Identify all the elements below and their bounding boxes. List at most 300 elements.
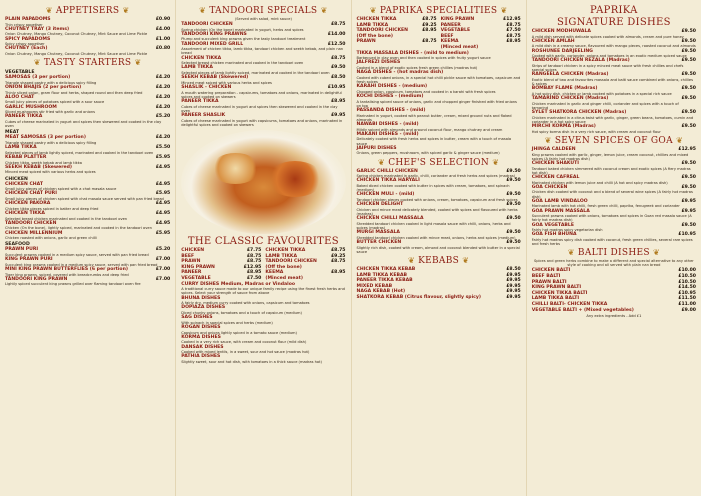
menu-item-name: JALFREZI DISHES [356,60,401,66]
column-4 [526,0,701,496]
grid-item-price: £7.75 [246,247,262,253]
menu-item-name: PATHIA DISHES [181,354,221,360]
menu-item [181,65,345,75]
menu-item-name: JHINGA CALDEEN [531,146,576,152]
favourites-list [181,282,345,365]
grid-item-price: £8.95 [422,28,437,34]
menu-item-name: MIRCHI KORMA (Madras) [531,124,596,130]
menu-item-name: DOPIAZA DISHES [181,305,226,311]
grid-item-name: VEGETABLE [181,275,211,281]
menu-item-price: £9.50 [681,174,696,180]
menu-item-description: Succulent king prawns cooked in a medium spicy sauce, served with pan fried bread [5,262,158,267]
menu-item-price: £9.95 [681,208,696,214]
ornament-icon: ❦ [407,255,415,265]
menu-item-price: £5.95 [155,230,171,236]
menu-item-name: CHICKEN CHILLI MASSALA [356,216,424,222]
menu-item-name: JAIPURI DISHES [356,145,397,151]
grid-item-name: BEEF [181,253,195,259]
menu-item-price: £8.75 [330,55,346,61]
menu-item-description: Assortment of chicken tikka, lamb tikka, tandoori chicken and seekh kebab, and plain nan bread [181,47,344,56]
menu-item-description: Shredded tandoori chicken cooked in light masala sauce with chilli, onions, herbs and spices (madras) [356,221,511,230]
menu-item-description: Cooked with mixed lentils, in a sweet, sour and hot sauce (madras hot) [181,350,310,355]
menu-item-description: Cubes of cheese marinated in yogurt and spices then skewered and cooked in the clay oven [181,104,338,113]
menu-item-description: Spring chicken (On the bone) marinated in yogurt, herbs and spices [181,27,304,32]
menu-item-price: £10.95 [678,232,696,238]
menu-item [532,86,696,96]
menu-item [181,75,345,85]
menu-item-description: Succulent prawns cooked with onions, tomatoes and spices in Goan red masala sauce (A fairly hot madras dish) [531,214,692,223]
menu-item-price: £9.50 [681,160,696,166]
menu-item-name: LAMB TIKKA KEBAB [356,272,408,278]
menu-item-name: MEAT SAMOSAS (3 per portion) [5,135,86,141]
menu-item [5,95,170,105]
menu-item-description: A traditional curry sauce made to our unique family recipe using the finest fresh herbs and spices. Select your strength of sauce from above [181,287,345,296]
menu-item-name: NAGA KEBAB (Hot) [356,289,406,295]
menu-item-price: £14.50 [678,285,696,291]
menu-item-price: £9.50 [681,96,696,102]
menu-item-name: SPICY PAPADOMS [5,36,51,42]
menu-item-price: £7.00 [155,257,171,263]
menu-item-price: £4.20 [155,135,171,141]
grid-item-price: £8.75 [422,17,437,22]
menu-item [357,240,521,254]
menu-item-name: MINI KING PRAWN BUTTERFLIES (6 per portion) [5,266,128,272]
menu-item-price: £5.20 [155,114,171,120]
menu-item-name: ALOO CHAT [5,94,35,100]
menu-item-name: BOMBAY FLAME (Madras) [531,86,598,92]
menu-item-description: Selected pieces of lamb lightly spiced, marinated and cooked in the tandoori oven [5,150,154,155]
grid-item-price: £12.95 [503,17,521,22]
menu-item-price: £9.50 [506,178,521,184]
ornament-icon: ❦ [122,6,130,15]
menu-item [5,221,170,231]
menu-item-name: CHILLI BALTI- CHICKEN TIKKA [531,301,608,307]
ornament-icon: ❦ [33,58,41,68]
menu-item-name: LAMB TIKKA [181,65,213,71]
menu-item-description: Strips of tandoori chicken in a spicy minced meat sauce with fresh chillies and chefs special spices [531,63,684,73]
ornament-icon: ❦ [369,6,377,15]
menu-item [5,211,170,221]
menu-item-description: Plump and succulent king prawns given the tasty tandoori treatment [181,37,306,42]
paprika-specialities-title: ❦ PAPRIKA SPECIALITIES ❦ [369,6,508,16]
grid-item-name: (Minced meat) [440,44,479,50]
menu-item-name: DANSAK DISHES [181,344,224,350]
grid-item-price: £8.75 [422,39,437,45]
menu-item-name: CHICKEN TIKKA [181,55,222,61]
menu-item-name: CHUTNEY TRAY (3 items) [5,26,70,32]
ornament-icon: ❦ [544,135,552,145]
menu-item-price: £9.50 [681,222,696,228]
menu-item [5,267,170,277]
menu-item-name: MAKANI DISHES - (mild) [356,131,419,137]
menu-item [357,192,521,202]
menu-item-description: Exotic blend of two and favourites massala and balti sauce combined with onions, chillies & spices [531,77,694,87]
menu-item [532,161,696,175]
menu-item-price: £5.95 [155,191,171,197]
menu-item-price: £9.95 [506,278,521,284]
starters-chicken-list [5,182,170,241]
curry-dish-photo [181,130,345,234]
menu-item-name: CHICKEN MILLENNIUM [5,230,63,236]
grid-item-name: CHICKEN [181,247,205,253]
menu-item-description: Small juicy pieces of chicken spiced with chat masala sauce served with pan fried bread [5,196,164,201]
appetisers-list [5,17,170,56]
menu-item-description: Onion Chutney, Mango Chutney, Coconut Chutney, Mint Sauce and Lime Pickle [5,51,148,56]
menu-item-price: £8.95 [330,98,346,104]
menu-item-price: £9.50 [506,202,521,208]
favourites-grid [181,248,345,282]
chefs-title: ❦ CHEF'S SELECTION ❦ [378,157,500,168]
menu-item [5,27,170,37]
menu-item-description: A tantalising spiced sauce of onions, garlic and chopped ginger finished with fried onions on top [356,99,517,108]
menu-item-description: Barbecued in clay oven and then cooked in spices with fruity yogurt sauce [356,56,491,61]
grid-item-price: £7.50 [506,28,521,34]
menu-item-name: CHICKEN CHAT PURI [5,191,57,197]
menu-item-price: £9.50 [506,239,521,245]
grid-item-name: TANDOORI CHICKEN [265,259,317,265]
ornament-icon: ❦ [378,157,386,167]
menu-item-description: Marinated in yogurt, cooked with peanut butter, cream, mixed ground nuts and flaked almonds [356,113,512,122]
menu-item [5,37,170,47]
grid-item-price: £8.95 [506,39,521,45]
signature-list [532,29,696,134]
grid-item-price: £12.95 [243,264,262,270]
grid-item-name: CHICKEN TIKKA [356,17,397,22]
grid-item-price: £8.95 [330,270,346,276]
menu-item [5,155,170,165]
menu-item [181,56,345,66]
menu-item-price: £4.95 [155,181,171,187]
menu-item-description: Chicken marinated in a citrus twist with garlic, ginger, green beans, tomatoes, cumin and coriander in a hot spicy sauce [531,115,694,124]
menu-item-name: PRAWN PURI [5,247,39,253]
menu-item-name: LAMB TIKKA BALTI [531,296,580,302]
menu-item-name: TAMARIND CHICKEN (Madras) [531,96,609,102]
menu-item-row [532,308,696,314]
column-2 [175,0,350,496]
menu-item-name: KORMA DISHES [181,334,221,340]
menu-item-name: TANDOORI KING PRAWNS [181,31,247,37]
menu-item-price: £9.95 [506,294,521,300]
menu-item-price: £4.20 [155,75,171,81]
menu-item-description: Fairly hot madras spicy dish cooked with coconut, fresh green chillies, several rare spices and fresh herbs [531,237,693,247]
balti-list [532,268,696,313]
menu-item-price: £10.00 [678,268,696,274]
signature-title-1: PAPRIKA [590,5,638,16]
menu-item-name: CHICKEN TIKKA BALTI [531,290,588,296]
menu-item-price: £0.80 [155,46,171,52]
grid-item-name: CHICKEN TIKKA [265,247,306,253]
menu-item [357,202,521,216]
tandoori-list [181,22,345,127]
menu-item [357,70,521,84]
menu-item-price: £9.50 [681,184,696,190]
ornament-icon: ❦ [500,6,508,15]
menu-item-description: Selected breast chicken marinated and cooked in the tandoori oven [5,216,128,221]
menu-item-name: GARLIC CHILLI CHICKEN [356,168,418,174]
menu-item [181,345,345,355]
menu-item [532,199,696,209]
menu-item-price: £4.95 [155,201,171,207]
grid-item-price: £8.75 [330,247,346,253]
menu-item-description: Minced meat spiced with various herbs and spices [181,80,272,85]
menu-item-name: CHICKEN DELIGHT [356,202,404,208]
menu-item-name: CHICKEN SHAKUTI [531,160,579,166]
menu-item-price: £0.90 [155,17,171,22]
menu-item-description: Minced meat spiced with various herbs and spices [5,170,96,175]
menu-item-description: Mildly spiced with almonds and ground coconut flour, mango chutney and cream [356,127,503,132]
menu-item [357,108,521,122]
menu-item-name: PANEER TIKKA [181,98,219,104]
menu-item-name: BHUNA DISHES [181,295,221,301]
menu-item [181,85,345,99]
menu-item-name: ROSHUNEE DARJEELING [531,48,593,54]
grid-item-price: £8.75 [330,259,346,265]
menu-item [5,17,170,27]
ornament-icon: ❦ [45,6,53,15]
grid-item-price: £8.95 [246,270,262,276]
menu-item [357,122,521,132]
menu-item-price: £9.95 [681,198,696,204]
menu-item-name: PRAWN BALTI [531,279,567,285]
menu-item [357,169,521,179]
balti-footer: Any extra ingredients - Add £1 [586,314,642,319]
menu-item-price: £4.95 [155,220,171,226]
menu-item-name: VEGETABLE BALTI + (Mixed vegetables) [531,307,634,313]
starters-meat-list [5,135,170,174]
menu-item-name: SAMOSAS (3 per portion) [5,75,71,81]
menu-item-name: KING PRAWN BALTI [531,285,582,291]
grid-item-price: £8.75 [506,22,521,28]
menu-item-name: CHUTNEY (Each) [5,46,48,52]
menu-item-description: Chicken tikka pieces spiced in batter and deep fried [5,206,99,211]
kebabs-title: ❦ KEBABS ❦ [407,255,470,266]
grid-item-name: KING PRAWN [440,17,475,22]
kebabs-list [357,267,521,301]
menu-item-name: PANEER TIKKA [5,114,43,120]
menu-item [5,114,170,128]
menu-item [5,46,170,56]
menu-item-name: KOCHI DISHES - (medium) [356,93,424,99]
menu-item-name: LAMB TIKKA [5,145,37,151]
menu-item [532,39,696,49]
goa-list [532,147,696,246]
vegetable-label: VEGETABLE [5,70,35,76]
ornament-icon: ❦ [199,6,207,15]
menu-item-name: TANDOORI CHICKEN [181,22,233,27]
menu-item-description: Delicately cooked with fresh herbs and spices in butter, cream with a touch of masala sauce [356,137,512,146]
menu-item [181,113,345,127]
grid-item-name: TANDOORI CHICKEN [356,28,408,34]
menu-item [5,165,170,175]
goa-title: ❦ SEVEN SPICES OF GOA ❦ [544,135,684,146]
ornament-icon: ❦ [134,58,142,68]
menu-item-description: Chicken (On the bone), lightly spiced, marinated and cooked in the tandoori oven [5,226,152,231]
grid-item-price: £8.75 [246,253,262,259]
menu-item [181,315,345,325]
grid-item-name: KEEMA [440,39,459,45]
menu-item-price: £7.00 [155,276,171,282]
menu-item [181,354,345,364]
seafood-label: SEAFOOD [5,242,30,248]
grid-item-name: (Off the bone) [265,264,302,270]
menu-item-price: £8.50 [330,75,346,81]
menu-item-description: A mouth watering preparation - capsicums, tomatoes and onions, marinated in delightful spices and cooked on skewers [181,90,342,99]
menu-item-description: Chicken tikka, seekh kebab and lamb tikka [5,160,82,165]
chefs-list [357,169,521,254]
menu-item [5,257,170,267]
menu-item-name: CHICKEN TIKKA [5,210,45,216]
menu-item [532,124,696,134]
ornament-icon: ❦ [320,6,328,15]
menu-item-name: PANEER TIKKA KEBAB [356,278,413,284]
menu-item-description: Diced chunky onions, tomatoes and a touch of capsicum (medium) [181,310,302,315]
menu-item-price: £10.50 [678,279,696,285]
signature-title-2: SIGNATURE DISHES [556,17,671,28]
menu-item-price: £11.50 [678,296,696,302]
menu-item-price: £4.20 [155,84,171,90]
menu-item [532,308,696,314]
menu-item-price: £8.50 [506,266,521,272]
menu-item-price: £4.95 [155,210,171,216]
menu-item [5,75,170,85]
menu-item-price: £11.00 [678,301,696,307]
menu-item-price: £4.95 [155,164,171,170]
menu-item [5,247,170,257]
menu-item [357,94,521,108]
menu-item [5,191,170,201]
menu-item-price: £9.95 [506,289,521,295]
menu-item-name: SYLET SHATKORA CHICKEN (Madras) [531,110,627,116]
menu-item-name: GOA FISH BHUNA [531,232,577,238]
menu-item-description: A fairly dry, medium curry cooked with onions, capsicum and tomatoes [181,301,310,306]
ornament-icon: ❦ [567,248,575,258]
menu-item-name: TANDOORI MIXED GRILL [181,41,244,47]
menu-item-description: Lightly spiced succulent king prawns grilled over flaming tandoori oven fire [5,282,141,287]
grid-item-name: KEEMA [265,270,284,276]
menu-item-price: £9.95 [506,283,521,289]
ornament-icon: ❦ [492,157,500,167]
menu-item-name: SEEKH KEBAB (Skewered) [181,75,249,81]
menu-item-name: BUTTER CHICKEN [356,239,402,245]
menu-item-price: £5.95 [155,154,171,160]
grid-item-name: PRAWN [356,39,376,45]
grid-item-name: PRAWN [181,259,201,265]
menu-item-price: £4.20 [155,94,171,100]
menu-item-price: £9.50 [681,48,696,54]
menu-item [5,85,170,95]
menu-item-description: Tandoori baked chicken simmered with coconut cream and exotic spices (A fiery madras hot dish) [531,166,691,175]
favourites-title: THE CLASSIC FAVOURITES [187,235,339,247]
menu-item-description: Shredded tandoori chicken cooked with mince meat, onions, herbs and spices (medium) [356,235,516,240]
menu-item [532,72,696,86]
menu-item-description: Small juicy pieces of chicken spiced with a chat masala sauce [5,187,117,192]
grid-item-price: £8.75 [506,33,521,39]
menu-item-description: Cooked with garlic, coriander, onions and tomatoes in an exotic medium spiced sauce [531,54,687,59]
menu-item [532,147,696,161]
menu-item [357,132,521,146]
menu-item-price: £5.50 [155,145,171,151]
menu-item-description: Baked diced chicken cooked with butter in spices with cream, tomatoes, and spinach (medium) [356,183,510,193]
menu-item-description: King prawns cooked with garlic, ginger, lemon juice, cream coconut, chillies and mixed spices (A fairly hot madras dish) [531,152,689,161]
menu-item [532,185,696,199]
menu-item-name: TANDOORI CHICKEN REZALA (Madras) [531,58,630,64]
grid-item-name: (Minced meat) [265,275,303,281]
grid-item-name: LAMB TIKKA [356,22,389,28]
menu-item-price: £9.50 [681,110,696,116]
menu-item-price: £9.50 [681,38,696,44]
menu-item [5,277,170,287]
menu-item-description: With spinach in special spices and herbs (medium) [181,320,273,325]
menu-item-name: CHICKEN TIKKA KEBAB [356,266,416,272]
menu-item-name: NAWABI DISHES - (mild) [356,121,419,127]
menu-item [532,175,696,185]
menu-item-description: Triangle shaped pastry with a delicious spicy filling [5,140,97,145]
menu-item-price: £9.50 [506,192,521,198]
menu-item-price: £4.20 [155,104,171,110]
menu-item [532,29,696,39]
menu-item-name: GOA CHICKEN [531,184,568,190]
menu-item-name: ROGAN DISHES [181,324,221,330]
menu-item-name: SEEKH KEBAB (Skewered) [5,164,73,170]
menu-item-description: Thinly sliced onion, gram flour and herbs, shaped round and then deep fried [5,90,143,95]
menu-item-name: PLAIN PAPADOMS [5,17,51,22]
menu-item-price: £7.00 [155,266,171,272]
paprika-list [357,51,521,156]
meat-label: MEAT [5,130,20,136]
menu-item [5,145,170,155]
menu-item-description: Chopped onion, capsicum, tomatoes and cooked in a karahi with fresh spices [356,89,496,94]
menu-item-description: Cooked in a very rich sauce, with cream and coconut flour (mild dish) [181,340,307,345]
menu-item-description: Cubes of cheese marinated in yogurt with capsicums, tomatoes and onions, marinated in delightful spices and cooked on skewers [181,118,343,127]
menu-item-description: Fairly hot madras spicy vegetarian dish [531,228,603,233]
menu-item-price: £9.50 [681,58,696,64]
grid-item-price: £9.25 [422,22,437,28]
ornament-icon: ❦ [462,255,470,265]
menu-item-price: £12.95 [678,146,696,152]
ornament-icon: ❦ [676,135,684,145]
menu-item [5,182,170,192]
menu-item [532,49,696,59]
menu-item-name: TANDOORI KING PRAWN [5,276,68,282]
menu-item [181,42,345,56]
balti-note: Spices and green herbs combine to make a different and special alternative to any other style of cooking and all served with plain nan bread [533,259,694,268]
menu-item-price: £5.20 [155,247,171,253]
menu-item-description: Succulent prawns cooked in a medium spicy sauce, served with pan fried bread [5,252,149,257]
menu-item-name: PASSANDA DISHES - (mild) [356,107,426,113]
menu-item-name: TANDOORI CHICKEN [5,220,57,226]
menu-item-name: CHICKEN CAFREAL [531,174,580,180]
menu-item-price: £4.00 [155,26,171,32]
menu-item [181,99,345,113]
menu-item-name: GOA PRAWN MASSALA [531,208,590,214]
menu-item-price: £9.95 [330,112,346,118]
menu-item-price: £10.95 [678,290,696,296]
menu-item-price: £9.50 [330,65,346,71]
menu-item [532,96,696,110]
menu-item-name: GOA VEGETABLE [531,222,574,228]
menu-item-price: £9.50 [681,72,696,78]
menu-item [5,105,170,115]
grid-item-price: £7.50 [246,275,262,281]
menu-item-price: £1.00 [155,36,171,42]
menu-item [357,178,521,192]
menu-item [5,231,170,241]
grid-item-name: BEEF [440,33,454,39]
starters-title: ❦ TASTY STARTERS ❦ [33,58,142,69]
menu-item-description: Thin crispy appetiser [5,22,43,27]
menu-item [357,295,521,301]
tandoori-note: (Served with salad, mint sauce) [234,17,292,21]
